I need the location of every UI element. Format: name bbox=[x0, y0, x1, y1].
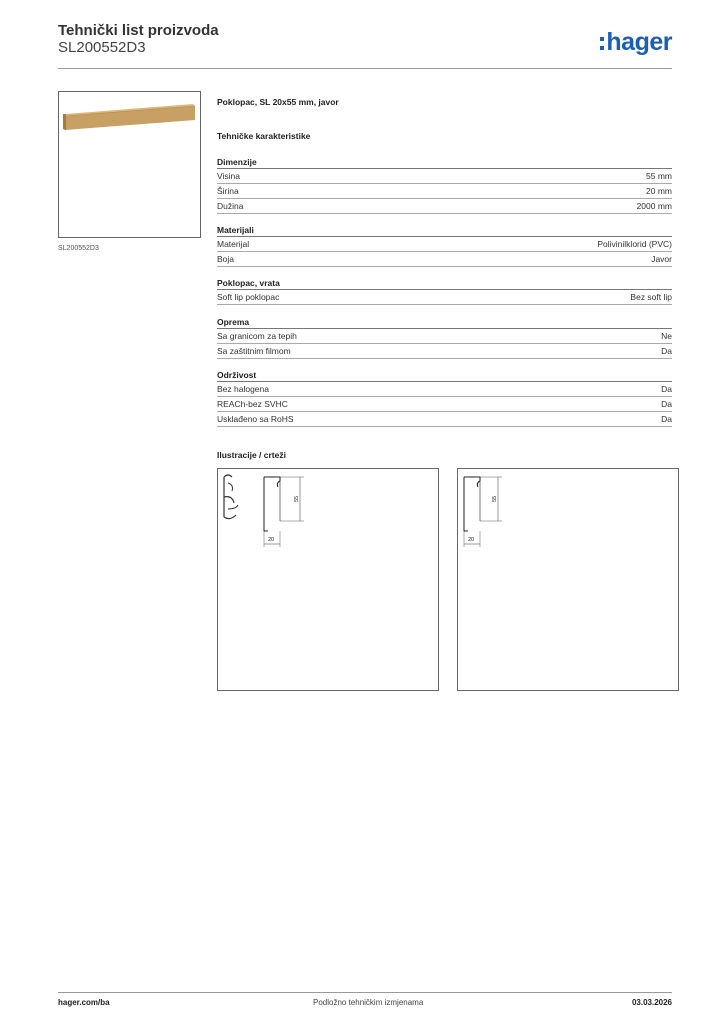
spec-label: Soft lip poklopac bbox=[217, 292, 280, 302]
spec-label: REACh-bez SVHC bbox=[217, 399, 288, 409]
section-title: Dimenzije bbox=[217, 156, 672, 169]
spec-label: Usklađeno sa RoHS bbox=[217, 414, 294, 424]
section-dimensions bbox=[217, 156, 672, 214]
drawing-box-1 bbox=[217, 468, 439, 691]
section-equipment bbox=[217, 316, 672, 359]
spec-row bbox=[217, 412, 672, 427]
spec-value: Da bbox=[661, 399, 672, 409]
logo-text: hager bbox=[606, 28, 672, 56]
footer-divider bbox=[58, 992, 672, 993]
section-title: Održivost bbox=[217, 369, 672, 382]
spec-value: Javor bbox=[651, 254, 672, 264]
spec-label: Dužina bbox=[217, 201, 244, 211]
hager-logo[interactable] bbox=[600, 28, 672, 57]
spec-value: Da bbox=[661, 384, 672, 394]
product-code: SL200552D3 bbox=[58, 39, 146, 56]
width-dimension: 20 bbox=[268, 537, 275, 543]
spec-label: Boja bbox=[217, 254, 235, 264]
spec-row bbox=[217, 252, 672, 267]
section-title: Oprema bbox=[217, 316, 672, 329]
spec-label: Sa zaštitnim filmom bbox=[217, 346, 291, 356]
spec-row bbox=[217, 344, 672, 359]
section-materials bbox=[217, 224, 672, 267]
spec-row bbox=[217, 382, 672, 397]
spec-value: Polivinilklorid (PVC) bbox=[597, 239, 672, 249]
section-title: Materijali bbox=[217, 224, 672, 237]
spec-row bbox=[217, 290, 672, 305]
technical-drawing-2 bbox=[458, 469, 678, 690]
spec-label: Sa granicom za tepih bbox=[217, 331, 297, 341]
product-name: Poklopac, SL 20x55 mm, javor bbox=[217, 97, 339, 107]
width-dimension: 20 bbox=[468, 537, 475, 543]
spec-row bbox=[217, 184, 672, 199]
height-dimension: 55 bbox=[294, 495, 300, 502]
spec-row bbox=[217, 199, 672, 214]
cover-profile-image bbox=[59, 92, 200, 237]
section-title: Poklopac, vrata bbox=[217, 277, 672, 290]
spec-label: Bez halogena bbox=[217, 384, 269, 394]
spec-value: Da bbox=[661, 414, 672, 424]
spec-value: 55 mm bbox=[646, 171, 672, 181]
spec-value: Da bbox=[661, 346, 672, 356]
footer-date: 03.03.2026 bbox=[631, 998, 672, 1007]
spec-value: 2000 mm bbox=[636, 201, 672, 211]
header-divider bbox=[58, 68, 672, 69]
spec-label: Širina bbox=[217, 186, 239, 196]
spec-value: Bez soft lip bbox=[630, 292, 672, 302]
spec-row bbox=[217, 397, 672, 412]
logo-dots-icon bbox=[600, 37, 605, 50]
section-sustainability bbox=[217, 369, 672, 427]
section-cover-door bbox=[217, 277, 672, 305]
technical-drawing-1 bbox=[218, 469, 438, 690]
spec-row bbox=[217, 237, 672, 252]
spec-row bbox=[217, 169, 672, 184]
page-title: Tehnički list proizvoda bbox=[58, 22, 219, 39]
spec-value: Ne bbox=[661, 331, 672, 341]
spec-value: 20 mm bbox=[646, 186, 672, 196]
tech-heading: Tehničke karakteristike bbox=[217, 131, 311, 141]
spec-label: Visina bbox=[217, 171, 240, 181]
footer-website-link[interactable]: hager.com/ba bbox=[58, 998, 110, 1007]
product-image bbox=[58, 91, 201, 238]
height-dimension: 55 bbox=[492, 495, 498, 502]
spec-label: Materijal bbox=[217, 239, 250, 249]
illustrations-heading: Ilustracije / crteži bbox=[217, 450, 286, 460]
drawing-box-2 bbox=[457, 468, 679, 691]
image-caption: SL200552D3 bbox=[58, 245, 99, 252]
spec-row bbox=[217, 329, 672, 344]
footer-disclaimer: Podložno tehničkim izmjenama bbox=[313, 998, 424, 1007]
